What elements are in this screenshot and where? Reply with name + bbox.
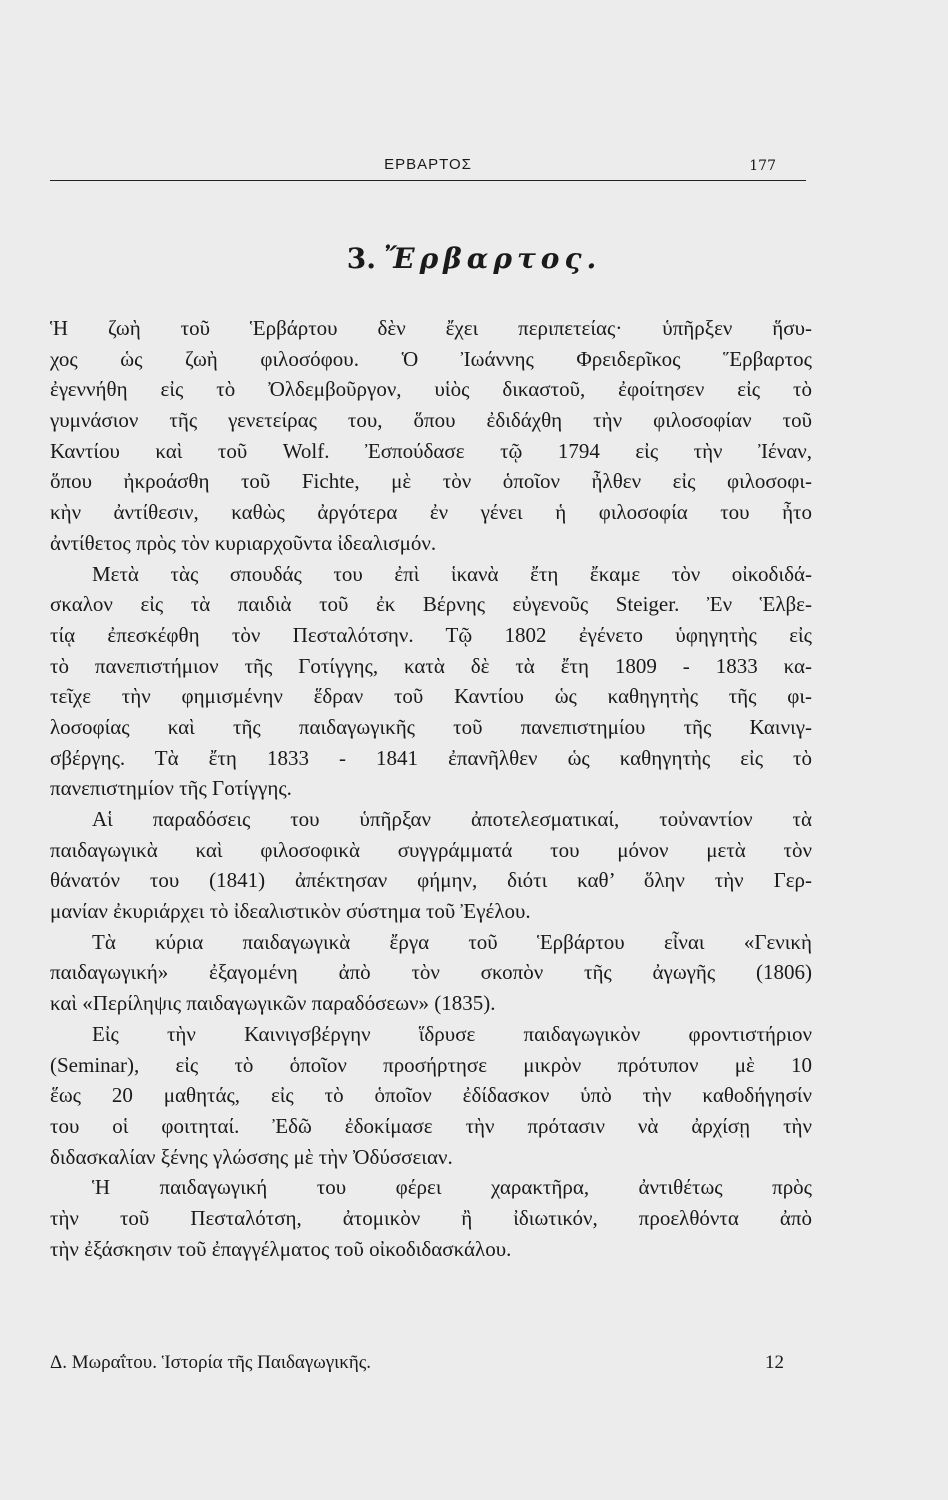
text-line: τίᾳ ἐπεσκέφθη τὸν Πεσταλότσην. Τῷ 1802 ἐγένετο ὑφηγητὴς εἰς	[50, 622, 812, 647]
text-line: ἐγεννήθη εἰς τὸ Ὀλδεμβοῦργον, υἱὸς δικαστοῦ, ἐφοίτησεν εἰς τὸ	[50, 377, 812, 402]
text-line: πανεπιστημίον τῆς Γοτίγγης.	[50, 776, 292, 801]
text-line: τὸ πανεπιστήμιον τῆς Γοτίγγης, κατὰ δὲ τὰ ἔτη 1809 - 1833 κα-	[50, 653, 812, 678]
body-text	[50, 313, 812, 1264]
text-line: κὴν ἀντίθεσιν, καθὼς ἀργότερα ἐν γένει ἡ φιλοσοφία του ἦτο	[50, 500, 812, 525]
running-header	[50, 150, 806, 181]
text-line: τεῖχε τὴν φημισμένην ἕδραν τοῦ Καντίου ὡς καθηγητὴς τῆς φι-	[50, 684, 812, 709]
page-number: 177	[749, 158, 776, 174]
text-line: Τὰ κύρια παιδαγωγικὰ ἔργα τοῦ Ἑρβάρτου εἶναι «Γενικὴ	[92, 929, 812, 954]
text-line: ἕως 20 μαθητάς, εἰς τὸ ὁποῖον ἐδίδασκον ὑπὸ τὴν καθοδήγησίν	[50, 1083, 812, 1108]
text-line: διδασκαλίαν ξένης γλώσσης μὲ τὴν Ὀδύσσειαν.	[50, 1144, 453, 1169]
chapter-title: Ἔρβαρτος.	[383, 242, 602, 275]
text-line: γυμνάσιον τῆς γενετείρας του, ὅπου ἐδιδάχθη τὴν φιλοσοφίαν τοῦ	[50, 408, 812, 433]
text-line: παιδαγωγικὰ καὶ φιλοσοφικὰ συγγράμματά του μόνον μετὰ τὸν	[50, 837, 812, 862]
text-line: ἀντίθετος πρὸς τὸν κυριαρχοῦντα ἰδεαλισμόν.	[50, 530, 437, 555]
text-line: σκαλον εἰς τὰ παιδιὰ τοῦ ἐκ Βέρνης εὐγενοῦς Steiger. Ἐν Ἑλβε-	[50, 592, 812, 617]
text-line: λοσοφίας καὶ τῆς παιδαγωγικῆς τοῦ πανεπιστημίου τῆς Καινιγ-	[50, 714, 812, 739]
text-line: καὶ «Περίληψις παιδαγωγικῶν παραδόσεων» (1835).	[50, 991, 496, 1016]
text-line: Ἡ ζωὴ τοῦ Ἑρβάρτου δὲν ἔχει περιπετείας· ὑπῆρξεν ἥσυ-	[50, 316, 812, 340]
text-line: χος ὡς ζωὴ φιλοσόφου. Ὁ Ἰωάννης Φρειδερῖκος Ἕρβαρτος	[50, 346, 812, 371]
text-line: Ἡ παιδαγωγική του φέρει χαρακτῆρα, ἀντιθέτως πρὸς	[92, 1175, 812, 1200]
text-line: Αἱ παραδόσεις του ὑπῆρξαν ἀποτελεσματικαί, τοὐναντίον τὰ	[92, 807, 812, 831]
text-line: του οἱ φοιτηταί. Ἐδῶ ἐδοκίμασε τὴν πρότασιν νὰ ἀρχίσῃ τὴν	[50, 1113, 812, 1138]
text-line: ὅπου ἠκροάσθη τοῦ Fichte, μὲ τὸν ὁποῖον ἦλθεν εἰς φιλοσοφι-	[50, 469, 812, 494]
text-line: Μετὰ τὰς σπουδάς του ἐπὶ ἱκανὰ ἔτη ἔκαμε τὸν οἰκοδιδά-	[92, 561, 812, 586]
text-line: μανίαν ἐκυριάρχει τὸ ἰδεαλιστικὸν σύστημα τοῦ Ἐγέλου.	[50, 899, 531, 924]
printer-signature: 12	[765, 1352, 784, 1373]
running-title: ΕΡΒΑΡΤΟΣ	[384, 156, 472, 173]
text-line: τὴν ἐξάσκησιν τοῦ ἐπαγγέλματος τοῦ οἰκοδιδασκάλου.	[50, 1236, 512, 1261]
footer-author-title: Δ. Μωραΐτου. Ἱστορία τῆς Παιδαγωγικῆς.	[50, 1352, 372, 1373]
text-line: (Seminar), εἰς τὸ ὁποῖον προσήρτησε μικρὸν πρότυπον μὲ 10	[50, 1052, 812, 1077]
text-line: Εἰς τὴν Καινιγσβέργην ἵδρυσε παιδαγωγικὸν φροντιστήριον	[92, 1021, 812, 1046]
chapter-heading	[0, 242, 948, 275]
text-line: θάνατόν του (1841) ἀπέκτησαν φήμην, διότι καθ’ ὅλην τὴν Γερ-	[50, 868, 812, 893]
text-line: Καντίου καὶ τοῦ Wolf. Ἐσπούδασε τῷ 1794 εἰς τὴν Ἰέναν,	[50, 438, 812, 463]
text-line: τὴν τοῦ Πεσταλότση, ἀτομικὸν ἢ ἰδιωτικόν, προελθόντα ἀπὸ	[50, 1205, 812, 1230]
text-line: παιδαγωγική» ἐξαγομένη ἀπὸ τὸν σκοπὸν τῆς ἀγωγῆς (1806)	[50, 960, 812, 985]
chapter-number: 3.	[346, 242, 376, 275]
text-line: σβέργης. Τὰ ἔτη 1833 - 1841 ἐπανῆλθεν ὡς καθηγητὴς εἰς τὸ	[50, 745, 812, 770]
